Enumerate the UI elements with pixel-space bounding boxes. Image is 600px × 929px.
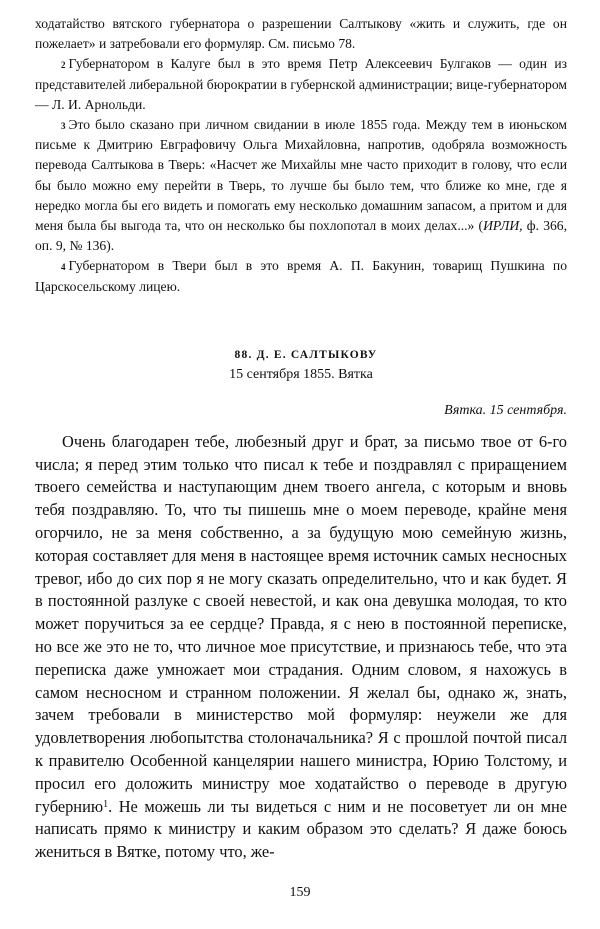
footnotes-section (35, 14, 567, 297)
footnote-continuation: ходатайство вятского губернатора о разрешении Салтыкову «жить и служить, где он пожелает» и затребовали его формуляр. См. письмо 78. (35, 16, 567, 52)
letter-body (35, 431, 567, 864)
page-number: 159 (289, 885, 311, 900)
footnote-reference: 1 (103, 798, 109, 810)
letter-date-line: 15 сентября 1855. Вятка (229, 366, 373, 382)
footnote-text: Губернатором в Твери был в это время А. П. Бакунин, товарищ Пушкина по Царскосельскому лицею. (35, 258, 567, 294)
letter-heading: 88. Д. Е. САЛТЫКОВУ (234, 348, 378, 361)
footnote-text: Губернатором в Калуге был в это время Петр Алексеевич Булгаков — один из представителей либеральной бюрократии в губернской администрации; вице-губернатором — Л. И. Арнольди. (35, 56, 567, 112)
footnote-marker: 4 (61, 262, 66, 273)
archive-reference: ф. 366, оп. 9, № 136). (35, 218, 567, 254)
footnote-2 (35, 54, 567, 115)
book-page (35, 14, 567, 864)
letter-text-continued: . Не можешь ли ты видеться с ним и не посоветует ли он мне написать прямо к министру и каким образом это сделать? Я даже боюсь жениться в Вятке, потому что, же- (35, 796, 567, 862)
archive-abbreviation: ИРЛИ, (483, 218, 523, 234)
footnote-4 (35, 256, 567, 296)
letter-place-date: Вятка. 15 сентября. (444, 402, 567, 418)
footnote-marker: 2 (61, 60, 66, 71)
footnote-marker: 3 (61, 121, 66, 132)
letter-header (35, 349, 567, 383)
letter-text: Очень благодарен тебе, любезный друг и брат, за письмо твое от 6-го числа; я перед этим только что писал к тебе и поздравлял с приращением твоего семейства и наступающим днем твоего ангела, с которым и вновь тебя поздравляю. То, что ты пишешь мне о моем переводе, крайне меня огорчило, не за меня собственно, а за будущую мою семейную жизнь, которая составляет для меня в настоящее время источник самых несносных тревог, ибо до сих пор я не могу сказать определительно, что и как будет. Я в постоянной разлуке с своей невестой, и как она девушка молодая, то кто может поручиться за ее сердце? Правда, я с нею в постоянной переписке, но все же это не то, что личное мое присутствие, и признаюсь тебе, что эта переписка даже умножает мои страдания. Одним словом, я нахожусь в самом несносном и странном положении. Я желал бы, однако ж, знать, зачем требовали в министерство мой формуляр: неужели же для удовлетворения любопытства столоначальника? Я с прошлой почтой писал к правителю Особенной канцелярии нашего министра, Юрию Толстому, и просил его доложить министру мое ходатайство о переводе в другую губернию (35, 431, 567, 816)
letter-paragraph (35, 431, 567, 864)
footnote-3 (35, 115, 567, 256)
footnote-text: Это было сказано при личном свидании в июле 1855 года. Между тем в июньском письме к Дмитрию Евграфовичу Ольга Михайловна, напротив, одобряла возможность перевода Салтыкова в Тверь: «Насчет же Михайлы мне часто приходит в голову, что если бы было можно ему перейти в Тверь, то лучше бы было тем, что ближе ко мне, где я нередко могла бы его видеть и помогать ему несколько домашним запасом, а притом и для меня была бы выгода та, что он несколько бы похлопотал в моих делах...» ( (35, 117, 567, 234)
